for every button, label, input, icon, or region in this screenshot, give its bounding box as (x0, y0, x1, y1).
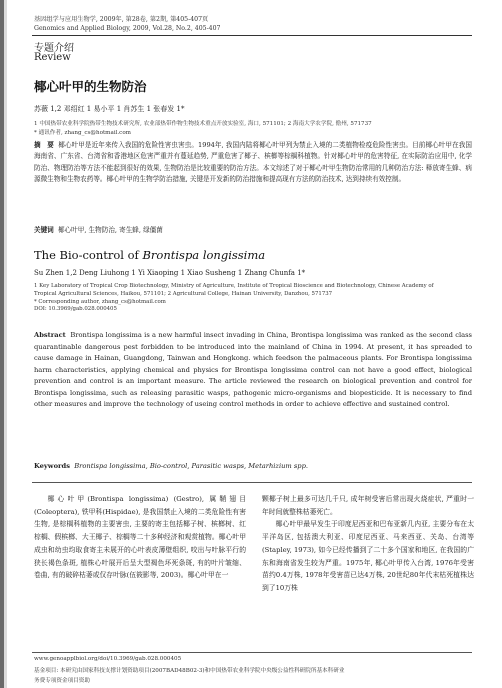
corresponding-author-cn: * 通讯作者, zhang_cs@hotmail.com (34, 130, 131, 136)
abstract-en-label: Abstract (34, 331, 66, 339)
journal-citation-cn: 基因组学与应用生物学, 2009年, 第28卷, 第2期, 第405-407页 (34, 16, 209, 23)
doi-line: DOI: 10.3969/gab.028.000405 (34, 306, 117, 313)
body-column-right (262, 493, 474, 595)
body-paragraph: 椰心叶甲(Brontispa longissima) (Gestro), 属鞘翅目(Coleoptera), 铁甲科(Hispidae), 是我国禁止入境的二类危险性有害生物, 是棕榈科植物的主要害虫, 主要的寄主包括椰子树、槟榔树、红棕榈、假槟榔、大王椰子、棕榈等二十多种经济和观赏植物。椰心叶甲成虫和幼虫均取食寄主未展开的心叶表皮薄壁组织, 咬出与叶脉平行的狭长褐色条斑, 植株心叶展开后呈大型褐色坏死条斑, 有的叶片皱缩、卷曲, 有的破碎枯萎或仅存叶脉(伍筱影等, 2003)。椰心叶甲在一 (34, 495, 246, 580)
corresponding-author-en: * Corresponding author, zhang_cs@hotmail.com (34, 298, 166, 305)
header-rule (32, 35, 472, 36)
footer-rule (32, 652, 472, 653)
keywords-cn-label: 关键词 (34, 226, 54, 234)
title-en-prefix: The Bio-control of (34, 248, 143, 262)
body-column-left (34, 493, 246, 582)
affiliation-en-line2: Tropical Agricultural Sciences, Haikou, 571101; 2 Agricultural College, Hainan University, Danzhou, 571737 (34, 290, 333, 297)
title-en-species: Brontispa longissima (142, 248, 266, 262)
keywords-cn-text: 椰心叶甲, 生物防治, 寄生蜂, 绿僵菌 (57, 226, 163, 234)
affiliation-en-line1: 1 Key Laboratory of Tropical Crop Biotechnology, Ministry of Agriculture, Institute of Tropical Bioscience and Biotechnology, Chinese Academy of (34, 283, 434, 289)
footer-funding-line2: 务费专项资金项目资助 (34, 678, 90, 684)
journal-citation-en: Genomics and Applied Biology, 2009, Vol.28, No.2, 405-407 (34, 25, 221, 32)
keywords-cn (34, 224, 163, 234)
abstract-en (34, 330, 472, 411)
article-title-cn: 椰心叶甲的生物防治 (34, 79, 147, 94)
article-title-en (34, 248, 265, 262)
keywords-en-label: Keywords (34, 462, 70, 470)
footer-url: www.genoapplbiol.org/doi/10.3969/gab.028.000405 (34, 656, 182, 662)
body-paragraph: 椰心叶甲最早发生于印度尼西亚和巴布亚新几内亚, 主要分布在太平洋岛区, 包括澳大利亚、印度尼西亚、马来西亚、关岛、台湾等(Stapley, 1973), 如今已经传播到了二十多个国家和地区, 在我国的广东和海南省发生较为严重。1975年, 椰心叶甲传入台湾, 1976年受害苗约0.4万株, 1978年受害苗已达4万株, 20世纪80年代末枯死植株达到了10万株 (262, 520, 474, 592)
authors-en: Su Zhen 1,2 Deng Liuhong 1 Yi Xiaoping 1 Xiao Susheng 1 Zhang Chunfa 1* (34, 269, 306, 277)
authors-cn: 苏薇 1,2 邓绍红 1 易小平 1 肖苏生 1 张春发 1* (34, 105, 185, 113)
abstract-en-text: Brontispa longissima is a new harmful insect invading in China, Brontispa longissima was ranked as the second class quarantinable dangerous pest forbidden to be introduced into the mainland of China in 1994. At present, it has spreaded to cause damage in Hainan, Guangdong, Tainwan and Hongkong. which feedson the palmaceous plants. For Brontispa longissima harm characteristics, applying chemical and physics for Brontispa longissima control can not have a good effect, biological prevention and control is an important measure. The article reviewed the research on biological prevention and control for Brontispa longissima, such as releasing parasitic wasps, pathogenic micro-organisms and biopesticide. It is necessary to find other measures and improve the technology of useing control methods in order to achieve effective and sustained control. (34, 331, 472, 408)
keywords-en-text: Brontispa longissima, Bio-control, Parasitic wasps, Metarhizium spp. (74, 462, 308, 470)
abstract-rule (32, 482, 472, 483)
abstract-cn (34, 140, 472, 186)
column-label-cn: 专题介绍 (34, 43, 74, 54)
affiliation-cn: 1 中国热带农业科学院热带生物技术研究所, 农业部热带作物生物技术重点开放实验室, 海口, 571101; 2 海南大学农学院, 儋州, 571737 (34, 121, 372, 127)
affiliation-en (34, 283, 474, 314)
body-paragraph: 颗椰子树上最多可达几千只, 成年树受害后常出现火烧症状, 严重时一年时间就整株枯萎死亡。 (262, 495, 474, 516)
abstract-cn-label: 摘 要 (34, 141, 54, 149)
abstract-cn-text: 椰心叶甲是近年来传入我国的危险性害虫害虫。1994年, 我国内陆将椰心叶甲列为禁止入境的二类植物检疫危险性害虫。目前椰心叶甲在我国海南省、广东省、台湾省和香港地区危害严重并有蔓延趋势, 严重危害了椰子、槟榔等棕榈科植物。针对椰心叶甲的危害特征, 在实际防治应用中, 化学防治、物理防治等方法不能起到很好的效果, 生物防治是比较重要的防治方法。本文综述了对于椰心叶甲生物防治常用的几种防治方法: 释放寄生蜂、病源微生物和生物农药等。椰心叶甲的生物学防治措施, 关键是开发新的防治措施和提高现有方法的防治技术, 达到持续有效控制。 (34, 141, 472, 184)
keywords-en (34, 461, 472, 473)
column-label-en: Review (34, 52, 71, 63)
footer-funding-line1: 基金项目: 本研究由国家科技支撑计划资助项目(2007BAD48B02-3)和中国热带农业科学院中央级公益性科研院所基本科研业 (34, 668, 345, 674)
binding-edge-shadow (0, 0, 4, 688)
